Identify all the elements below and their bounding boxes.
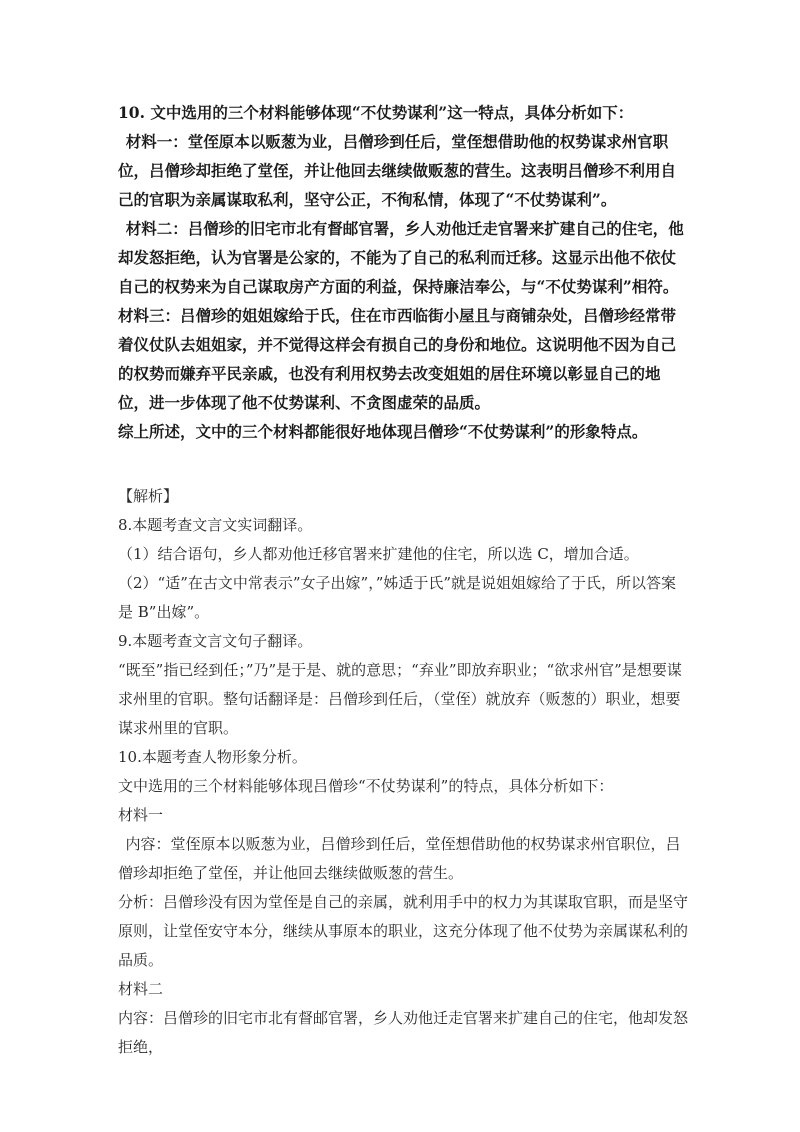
answer-section [118, 98, 688, 446]
analysis-section [118, 482, 688, 1062]
answer-material-two: 材料二：吕僧珍的旧宅市北有督邮官署，乡人劝他迁走官署来扩建自己的住宅，他却发怒拒绝，认为官署是公家的，不能为了自己的私利而迁移。这显示出他不依仗自己的权势来为自己谋取房产方面的利益，保持廉洁奉公，与“不仗势谋利”相符。 [118, 219, 684, 296]
analysis-label: 【解析】 [118, 487, 179, 505]
analysis-q8-item-2: （2）“适”在古文中常表示”女子出嫁”，”姊适于氏”就是说姐姐嫁给了于氏，所以答案是 B”出嫁”。 [118, 574, 677, 621]
analysis-material-one-label: 材料一 [118, 806, 164, 824]
answer-q10-heading: 10. 文中选用的三个材料能够体现“不仗势谋利”这一特点，具体分析如下： [118, 103, 634, 122]
analysis-q9-body: “既至”指已经到任；”乃”是于是、就的意思；“弃业”即放弃职业；“欲求州官”是想要谋求州里的官职。整句话翻译是：吕僧珍到任后，（堂侄）就放弃（贩葱的）职业，想要谋求州里的官职。 [118, 661, 682, 737]
analysis-material-two-content: 内容：吕僧珍的旧宅市北有督邮官署，乡人劝他迁走官署来扩建自己的住宅，他却发怒拒绝， [118, 1009, 689, 1056]
analysis-q10-intro: 文中选用的三个材料能够体现吕僧珍“不仗势谋利”的特点，具体分析如下： [118, 777, 614, 795]
analysis-q8-heading: 8.本题考查文言文实词翻译。 [118, 516, 313, 534]
analysis-q8-item-1: （1）结合语句，乡人都劝他迁移官署来扩建他的住宅，所以选 C，增加合适。 [118, 545, 639, 563]
analysis-material-one-analysis: 分析：吕僧珍没有因为堂侄是自己的亲属，就利用手中的权力为其谋取官职，而是坚守原则，让堂侄安守本分，继续从事原本的职业，这充分体现了他不仗势为亲属谋私利的品质。 [118, 893, 689, 969]
analysis-material-one-content: 内容：堂侄原本以贩葱为业，吕僧珍到任后，堂侄想借助他的权势谋求州官职位，吕僧珍却拒绝了堂侄，并让他回去继续做贩葱的营生。 [118, 835, 681, 882]
answer-material-one: 材料一：堂侄原本以贩葱为业，吕僧珍到任后，堂侄想借助他的权势谋求州官职位，吕僧珍却拒绝了堂侄，并让他回去继续做贩葱的营生。这表明吕僧珍不利用自己的官职为亲属谋取私利，坚守公正，不徇私情，体现了“不仗势谋利”。 [118, 132, 677, 209]
analysis-q10-heading: 10.本题考查人物形象分析。 [118, 748, 307, 766]
analysis-q9-heading: 9.本题考查文言文句子翻译。 [118, 632, 313, 650]
answer-summary: 综上所述，文中的三个材料都能很好地体现吕僧珍“不仗势谋利”的形象特点。 [118, 422, 648, 441]
analysis-material-two-label: 材料二 [118, 980, 164, 998]
answer-material-three: 材料三：吕僧珍的姐姐嫁给于氏，住在市西临街小屋且与商铺杂处，吕僧珍经常带着仪仗队去姐姐家，并不觉得这样会有损自己的身份和地位。这说明他不因为自己的权势而嫌弃平民亲戚，也没有利用权势去改变姐姐的居住环境以彰显自己的地位，进一步体现了他不仗势谋利、不贪图虚荣的品质。 [118, 306, 677, 412]
